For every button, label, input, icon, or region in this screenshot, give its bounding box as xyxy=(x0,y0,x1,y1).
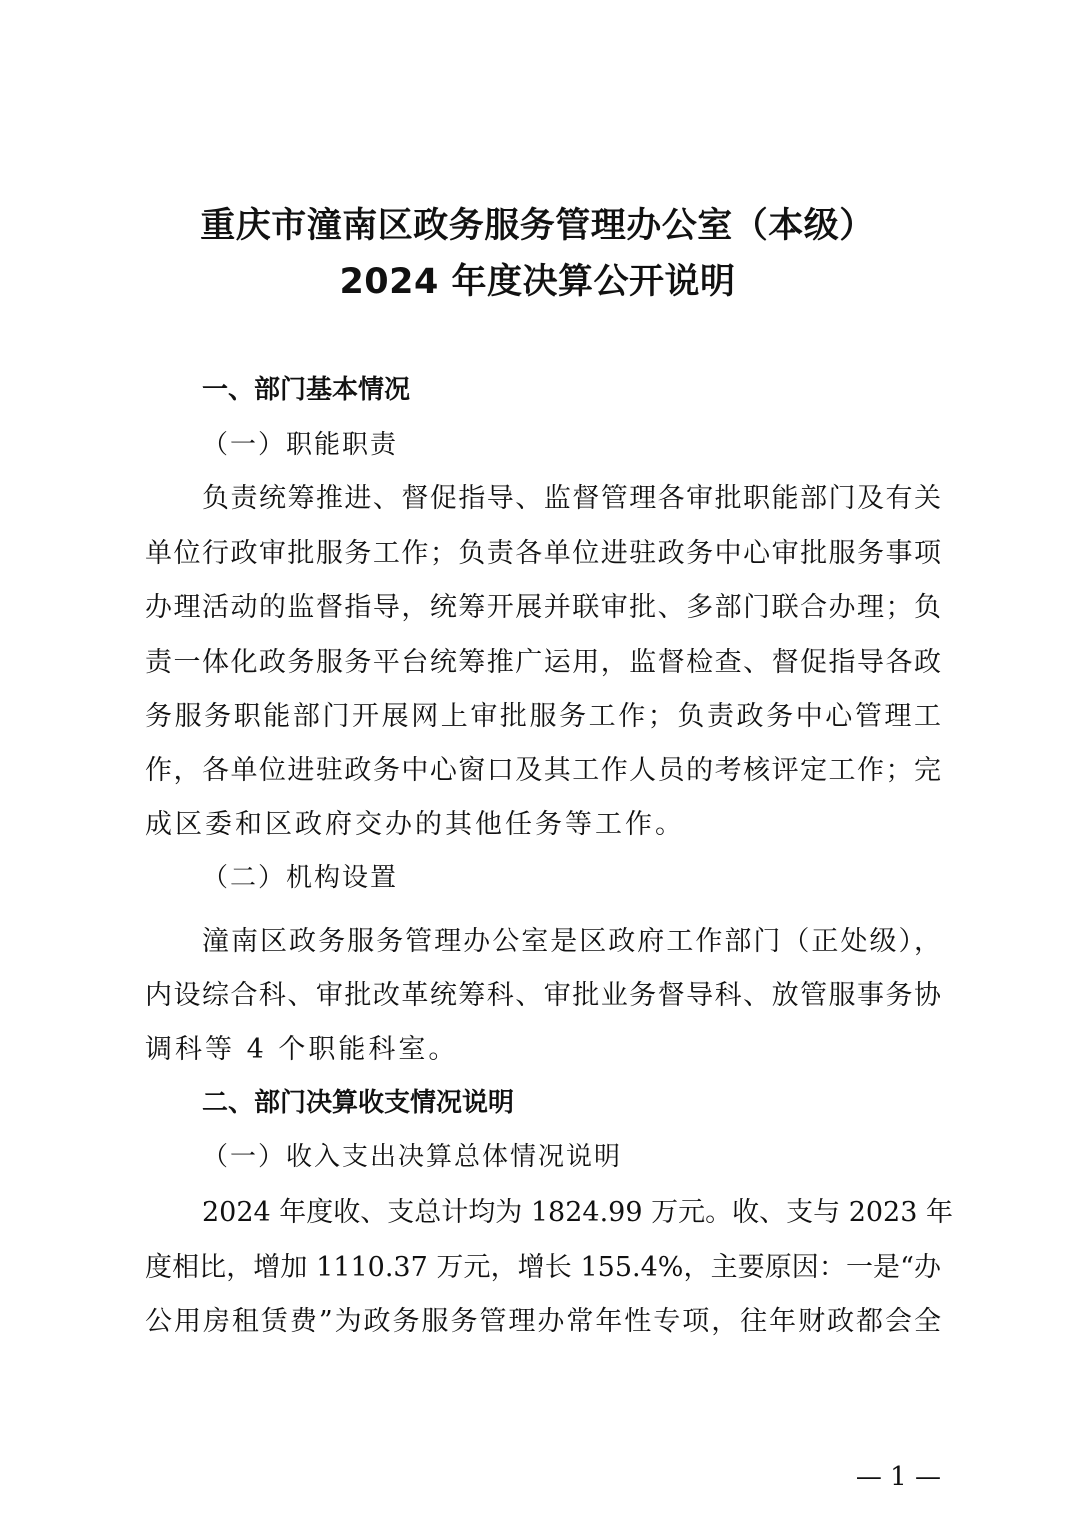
paragraph-line: 调科等 4 个职能科室。 xyxy=(145,1034,459,1065)
paragraph-line: 负责统筹推进、督促指导、监督管理各审批职能部门及有关 xyxy=(202,483,941,514)
paragraph-line: 办理活动的监督指导，统筹开展并联审批、多部门联合办理；负 xyxy=(145,592,941,623)
paragraph-line: 单位行政审批服务工作；负责各单位进驻政务中心审批服务事项 xyxy=(145,538,941,569)
paragraph-line: 度相比，增加 1110.37 万元，增长 155.4%，主要原因：一是“办 xyxy=(145,1252,941,1283)
paragraph-line: 务服务职能部门开展网上审批服务工作；负责政务中心管理工 xyxy=(145,701,941,732)
paragraph-line: 内设综合科、审批改革统筹科、审批业务督导科、放管服事务协 xyxy=(145,980,941,1011)
section-1-sub-2-heading: （二）机构设置 xyxy=(202,863,399,893)
paragraph-line: 公用房租赁费”为政务服务管理办常年性专项，往年财政都会全 xyxy=(145,1306,941,1337)
paragraph-line: 作，各单位进驻政务中心窗口及其工作人员的考核评定工作；完 xyxy=(145,755,941,786)
section-2-sub-1-heading: （一）收入支出决算总体情况说明 xyxy=(202,1142,623,1172)
paragraph-line: 潼南区政务服务管理办公室是区政府工作部门（正处级）， xyxy=(202,926,941,957)
document-title-line-2: 2024 年度决算公开说明 xyxy=(339,262,736,302)
paragraph-line: 成区委和区政府交办的其他任务等工作。 xyxy=(145,809,685,840)
section-2-heading: 二、部门决算收支情况说明 xyxy=(202,1088,515,1118)
page-number: — 1 — xyxy=(855,1462,941,1492)
paragraph-line: 责一体化政务服务平台统筹推广运用，监督检查、督促指导各政 xyxy=(145,647,941,678)
paragraph-line: 2024 年度收、支总计均为 1824.99 万元。收、支与 2023 年 xyxy=(202,1197,953,1228)
section-1-sub-1-heading: （一）职能职责 xyxy=(202,430,399,460)
section-1-heading: 一、部门基本情况 xyxy=(202,375,411,405)
document-title-line-1: 重庆市潼南区政务服务管理办公室（本级） xyxy=(200,206,875,246)
